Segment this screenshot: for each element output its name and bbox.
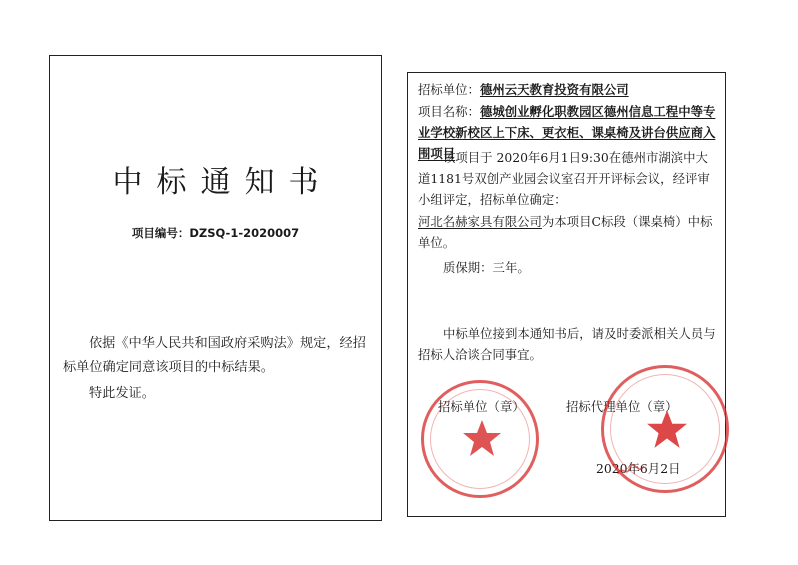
winner-line — [418, 211, 717, 253]
tenderer-seal-star-icon — [462, 418, 502, 458]
signature-scribble-icon — [616, 462, 646, 480]
project-number: 项目编号：DZSQ-1-2020007 — [131, 226, 300, 240]
tenderer-seal — [421, 380, 539, 498]
issue-date: 2020年6月2日 — [596, 461, 681, 476]
meeting-paragraph: 该项目于 2020年6月1日9:30在德州市湖滨中大道1181号双创产业园会议室召开开评标会议，经评审小组评定，招标单位确定： — [418, 150, 710, 207]
tenderer-line — [418, 79, 717, 100]
tenderer-name: 德州云天教育投资有限公司 — [479, 82, 629, 97]
winner-name: 河北名赫家具有限公司 — [418, 214, 542, 229]
winner-suffix: 为本项目C标段（课桌椅）中标单位。 — [418, 214, 713, 250]
tenderer-sign-label: 招标单位（章） — [438, 399, 525, 414]
agent-sign-label: 招标代理单位（章） — [566, 399, 678, 414]
left-page — [49, 55, 382, 521]
certification-paragraph: 特此发证。 — [89, 386, 155, 401]
warranty-line: 质保期：三年。 — [443, 260, 530, 275]
agent-seal-star-icon — [646, 408, 688, 450]
legal-basis-paragraph: 依据《中华人民共和国政府采购法》规定，经招标单位确定同意该项目的中标结果。 — [63, 336, 366, 375]
left-body — [63, 332, 369, 406]
project-name: 德城创业孵化职教园区德州信息工程中等专业学校新校区上下床、更衣柜、课桌椅及讲台供应商入围项目 — [418, 104, 716, 161]
project-label: 项目名称： — [418, 104, 480, 119]
notice-title: 中标通知书 — [112, 165, 333, 200]
tenderer-label: 招标单位： — [418, 82, 480, 97]
notice-paragraph: 中标单位接到本通知书后，请及时委派相关人员与招标人洽谈合同事宜。 — [418, 326, 716, 362]
